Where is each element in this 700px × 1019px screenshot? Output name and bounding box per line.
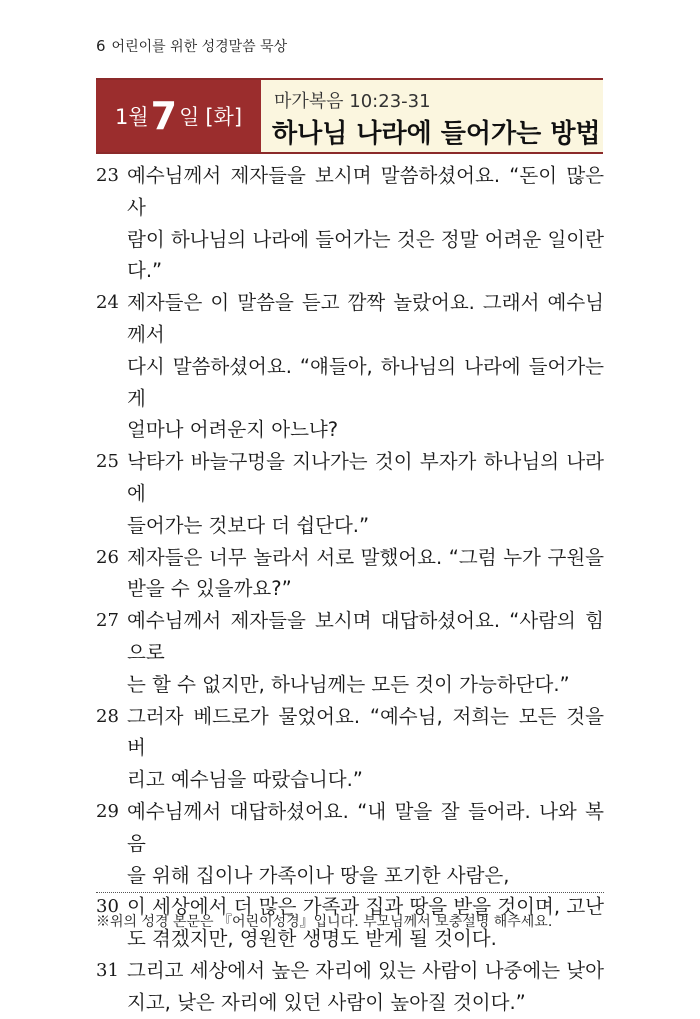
verse-line: 람이 하나님의 나라에 들어가는 것은 정말 어려운 일이란 <box>127 227 604 251</box>
verse-28 <box>96 701 604 796</box>
verse-line: 도 겪겠지만, 영원한 생명도 받게 될 것이다. <box>127 927 497 951</box>
verse-line: 리고 예수님을 따랐습니다.” <box>127 768 363 792</box>
verse-number: 27 <box>96 610 119 632</box>
verse-line: 얼마나 어려운지 아느냐? <box>127 418 339 442</box>
verse-line: 예수님께서 제자들을 보시며 말씀하셨어요. “돈이 많은 사 <box>127 164 604 219</box>
verse-number: 30 <box>96 896 119 918</box>
verse-line: 이 세상에서 더 많은 가족과 집과 땅을 받을 것이며, 고난 <box>127 895 604 919</box>
verse-number: 24 <box>96 292 119 314</box>
verse-line: 들어가는 것보다 더 쉽단다.” <box>127 513 370 537</box>
verse-line: 는 할 수 없지만, 하나님께는 모든 것이 가능하단다.” <box>127 672 570 696</box>
verse-line: 낙타가 바늘구멍을 지나가는 것이 부자가 하나님의 나라에 <box>127 450 604 505</box>
verse-number: 31 <box>96 959 119 981</box>
verse-27 <box>96 605 604 700</box>
verse-line: 제자들은 이 말씀을 듣고 깜짝 놀랐어요. 그래서 예수님께서 <box>127 291 604 346</box>
verse-line: 다시 말씀하셨어요. “얘들아, 하나님의 나라에 들어가는 게 <box>127 354 604 410</box>
page-number: 6 <box>96 37 106 55</box>
verse-line: 을 위해 집이나 가족이나 땅을 포기한 사람은, <box>127 863 510 887</box>
running-head <box>96 36 287 56</box>
verse-26 <box>96 542 604 606</box>
verse-24 <box>96 287 604 446</box>
verse-line: 지고, 낮은 자리에 있던 사람이 높아질 것이다.” <box>127 990 526 1014</box>
scripture-passage <box>96 160 604 1019</box>
date-day-suffix: 일 <box>179 105 200 129</box>
verse-line: 그리고 세상에서 높은 자리에 있는 사람이 나중에는 낮아 <box>127 958 604 982</box>
verse-line: 예수님께서 대답하셨어요. “내 말을 잘 들어라. 나와 복음 <box>127 799 604 855</box>
verse-number: 26 <box>96 546 119 568</box>
verse-29 <box>96 796 604 891</box>
book-title: 어린이를 위한 성경말씀 묵상 <box>111 39 288 55</box>
devotion-title: 하나님 나라에 들어가는 방법 <box>272 119 601 149</box>
verse-31 <box>96 955 604 1019</box>
verse-line: 제자들은 너무 놀라서 서로 말했어요. “그럼 누가 구원을 <box>127 545 604 569</box>
verse-number: 29 <box>96 800 119 822</box>
verse-number: 23 <box>96 165 119 186</box>
verse-25 <box>96 446 604 541</box>
verse-line: 그러자 베드로가 물었어요. “예수님, 저희는 모든 것을 버 <box>127 704 604 760</box>
verse-number: 28 <box>96 705 119 727</box>
scripture-reference: 마가복음 10:23-31 <box>274 91 431 112</box>
verse-line: 다.” <box>127 259 163 283</box>
verse-number: 25 <box>96 451 119 473</box>
footer-divider <box>96 892 604 893</box>
devotion-header <box>96 78 603 154</box>
verse-line: 받을 수 있을까요?” <box>127 577 292 601</box>
date-day: 7 <box>150 94 178 138</box>
date-month: 1월 <box>114 105 149 129</box>
verse-23 <box>96 160 604 287</box>
verse-line: 예수님께서 제자들을 보시며 대답하셨어요. “사람의 힘으로 <box>127 609 604 664</box>
date-weekday: [화] <box>205 105 243 129</box>
footnote: ※위의 성경 본문은 『어린이성경』입니다. 부모님께서 보충설명 해주세요. <box>96 914 553 930</box>
date-badge <box>96 80 261 152</box>
